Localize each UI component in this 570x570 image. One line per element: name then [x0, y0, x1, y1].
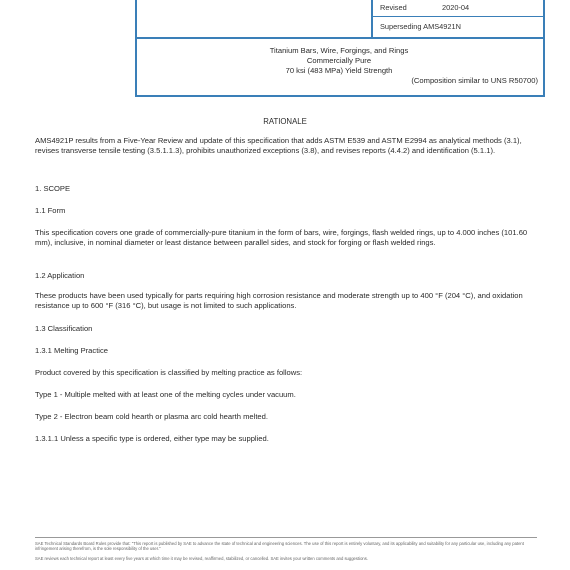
frame-meta-row-line [371, 16, 545, 17]
section-1-3-heading: 1.3 Classification [35, 324, 93, 333]
title-line-3: 70 ksi (483 MPa) Yield Strength [285, 66, 393, 75]
section-1-2-heading: 1.2 Application [35, 271, 85, 280]
footer-divider [35, 537, 537, 538]
title-line-1: Titanium Bars, Wire, Forgings, and Rings [269, 46, 409, 55]
section-1-1-heading: 1.1 Form [35, 206, 66, 215]
revised-date: 2020-04 [442, 3, 470, 12]
rationale-text: AMS4921P results from a Five-Year Review and update of this specification that adds ASTM E539 and ASTM E2994 as analytical methods (3.1), revises transverse tensile testing (3.5.1.1.3), prohibits unauthorized exceptions (3.8), and revises reports (4.4.2) and identification (5.1.1). [35, 136, 522, 155]
footer-paragraph-2: SAE reviews each technical report at least every five years at which time it may be revised, reaffirmed, stabilized, or cancelled. SAE invites your written comments and suggestions. [35, 556, 368, 561]
footer-paragraph-1: SAE Technical Standards Board Rules provide that: "This report is published by SAE to advance the state of technical and engineering sciences. The use of this report is entirely voluntary, and its applicability and suitability for any particular use, including any patent infringement arising therefrom, is the sole responsibility of the user." [35, 541, 524, 551]
rationale-heading: RATIONALE [263, 117, 307, 126]
type-2-text: Type 2 - Electron beam cold hearth or plasma arc cold hearth melted. [35, 412, 268, 421]
title-block [136, 46, 542, 86]
frame-mid-horizontal [135, 37, 545, 39]
frame-meta-divider [371, 0, 373, 38]
type-1-text: Type 1 - Multiple melted with at least one of the melting cycles under vacuum. [35, 390, 296, 399]
title-line-2: Commercially Pure [306, 56, 372, 65]
section-1-1-text: This specification covers one grade of commercially-pure titanium in the form of bars, wire, forgings, flash welded rings, up to 4.000 inches (101.60 mm), inclusive, in nominal diameter or least distance between parallel sides, and stock for forging or flash welded rings. [35, 228, 528, 247]
section-1-2-text: These products have been used typically for parts requiring high corrosion resistance and moderate strength up to 400 °F (204 °C), and oxidation resistance up to 600 °F (316 °C), but usage is not limited to such applications. [35, 291, 523, 310]
section-1-3-1-heading: 1.3.1 Melting Practice [35, 346, 109, 355]
superseding-label: Superseding AMS4921N [380, 22, 461, 31]
section-1-3-1-text: Product covered by this specification is classified by melting practice as follows: [35, 368, 303, 377]
frame-right-vertical [543, 0, 545, 96]
revised-label: Revised [380, 3, 407, 12]
section-1-3-1-1-text: 1.3.1.1 Unless a specific type is ordered, either type may be supplied. [35, 434, 269, 443]
section-1-heading: 1. SCOPE [35, 184, 71, 193]
title-line-4: (Composition similar to UNS R50700) [411, 76, 538, 85]
frame-bottom-horizontal [135, 95, 545, 97]
